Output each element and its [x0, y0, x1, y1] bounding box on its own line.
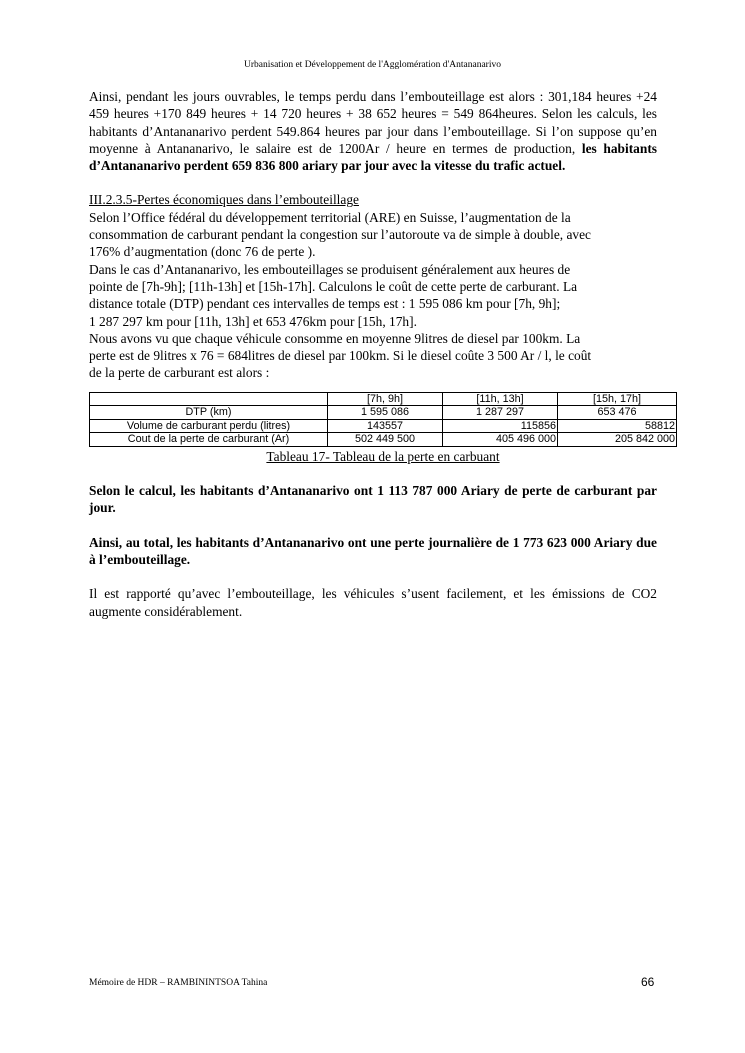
- section-line: Selon l’Office fédéral du développement territorial (ARE) en Suisse, l’augmentation de la: [89, 209, 571, 225]
- paragraph-vehicle-wear: Il est rapporté qu’avec l’embouteillage, les véhicules s’usent facilement, et les émissions de CO2 augmente considérablement.: [89, 586, 657, 619]
- table-cell: 1 595 086: [328, 406, 443, 420]
- fuel-loss-table: [89, 392, 677, 447]
- table-column-header: [11h, 13h]: [443, 392, 558, 406]
- section-line: Dans le cas d’Antananarivo, les embouteillages se produisent généralement aux heures de: [89, 261, 571, 277]
- table-cell: 502 449 500: [328, 433, 443, 447]
- table-column-header: [15h, 17h]: [558, 392, 677, 406]
- paragraph-time-lost-conclusion: les habitants d’Antananarivo perdent 659 836 800 ariary par jour avec la vitesse du trafic actuel.: [89, 140, 657, 174]
- table-header-row: [90, 392, 677, 406]
- bold-conclusion-total: [89, 534, 657, 569]
- bold-conclusion-fuel-text: Selon le calcul, les habitants d’Antananarivo ont 1 113 787 000 Ariary de perte de carburant par jour.: [89, 483, 657, 516]
- table-row-label: Volume de carburant perdu (litres): [90, 419, 328, 433]
- section-line: distance totale (DTP) pendant ces intervalles de temps est : 1 595 086 km pour [7h, 9h];: [89, 296, 561, 312]
- footer-author: Mémoire de HDR – RAMBININTSOA Tahina: [89, 978, 268, 988]
- section-heading: III.2.3.5-Pertes économiques dans l’embouteillage: [89, 192, 359, 208]
- table-row-label: Cout de la perte de carburant (Ar): [90, 433, 328, 447]
- table-cell: 1 287 297: [443, 406, 558, 420]
- paragraph-time-lost-text: Ainsi, pendant les jours ouvrables, le temps perdu dans l’embouteillage est alors : 301,184 heures +24 459 heures +170 849 heures + 14 720 heures + 38 652 heures = 549 864heures. Selon les calculs, les habitants d’Antananarivo perdent 549.864 heures par jour dans l’embouteillage. Si l’on suppose qu’en moyenne à Antananarivo, le salaire est de 1200Ar / heure en termes de production,: [89, 89, 657, 156]
- table-cell: 405 496 000: [443, 433, 558, 447]
- bold-conclusion-fuel: [89, 482, 657, 517]
- table-row-label: DTP (km): [90, 406, 328, 420]
- page-body: [89, 88, 675, 620]
- section-line: de la perte de carburant est alors :: [89, 365, 270, 381]
- table-corner-cell: [90, 392, 328, 406]
- paragraph-time-lost: [89, 88, 657, 174]
- section-line: 176% d’augmentation (donc 76 de perte ).: [89, 244, 316, 260]
- section-line: pointe de [7h-9h]; [11h-13h] et [15h-17h]. Calculons le coût de cette perte de carburant. La: [89, 278, 578, 294]
- table-caption: [89, 448, 677, 465]
- table-row: [90, 419, 677, 433]
- table-caption-text: Tableau 17- Tableau de la perte en carbuant: [266, 448, 500, 464]
- table-row: [90, 433, 677, 447]
- table-column-header: [7h, 9h]: [328, 392, 443, 406]
- table-cell: 653 476: [558, 406, 677, 420]
- table-cell: 205 842 000: [558, 433, 677, 447]
- section-line: perte est de 9litres x 76 = 684litres de diesel par 100km. Si le diesel coûte 3 500 Ar / l, le coût: [89, 348, 592, 364]
- table-cell: 115856: [443, 419, 558, 433]
- table-row: [90, 406, 677, 420]
- table-cell: 58812: [558, 419, 677, 433]
- page-number: 66: [641, 975, 655, 989]
- section-line: consommation de carburant pendant la congestion sur l’autoroute va de simple à double, avec: [89, 227, 591, 243]
- table-cell: 143557: [328, 419, 443, 433]
- section-line: Nous avons vu que chaque véhicule consomme en moyenne 9litres de diesel par 100km. La: [89, 330, 581, 346]
- bold-conclusion-total-text: Ainsi, au total, les habitants d’Antananarivo ont une perte journalière de 1 773 623 000 Ariary due à l’embouteillage.: [89, 534, 657, 567]
- running-header: Urbanisation et Développement de l'Agglomération d'Antananarivo: [244, 60, 501, 70]
- section-line: 1 287 297 km pour [11h, 13h] et 653 476km pour [15h, 17h].: [89, 313, 417, 329]
